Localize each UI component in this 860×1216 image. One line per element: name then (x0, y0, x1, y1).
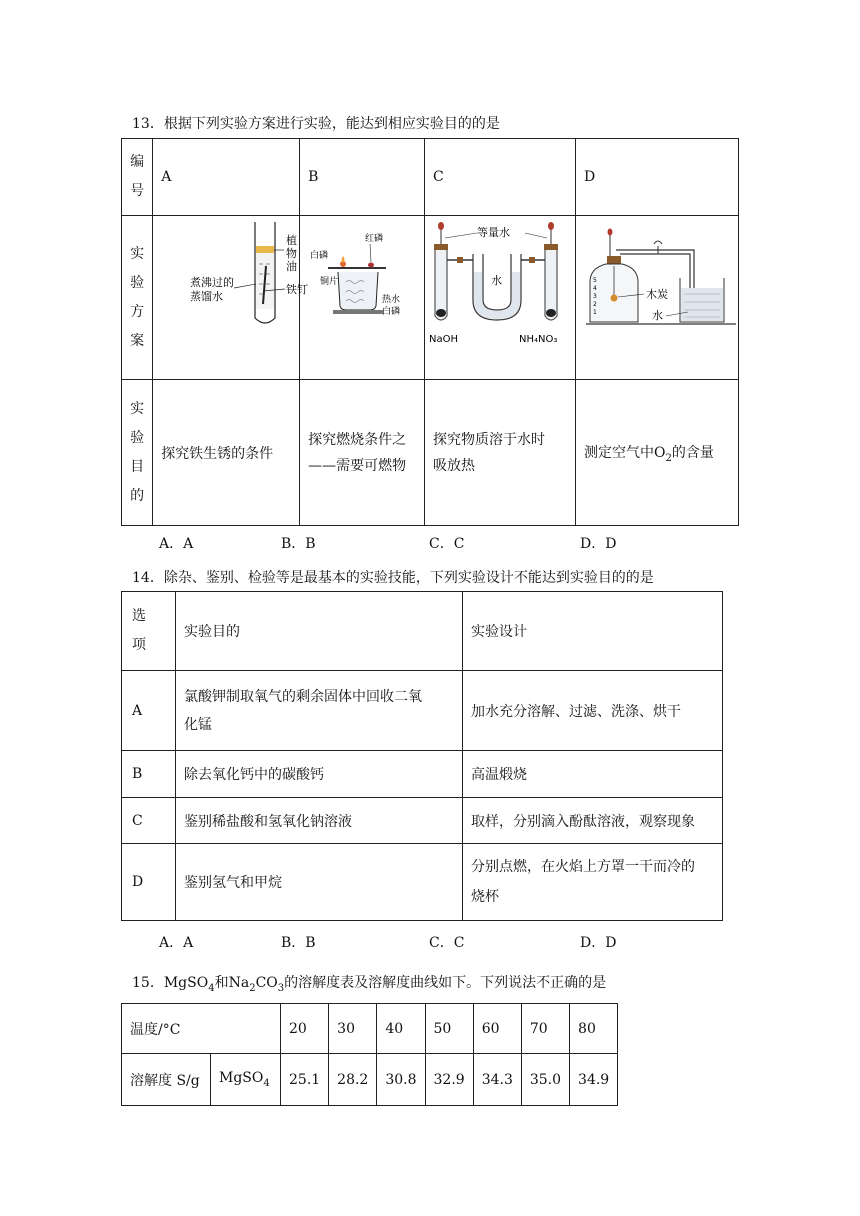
table-row: C 鉴别稀盐酸和氢氧化钠溶液 取样，分别滴入酚酞溶液，观察现象 (122, 798, 723, 844)
choice-d[interactable]: D．D (580, 935, 617, 951)
plan-label: 实 验 方 案 (122, 216, 153, 380)
goal-a: 探究铁生锈的条件 (153, 380, 300, 526)
choice-a[interactable]: A．A (159, 935, 194, 951)
choice-c[interactable]: C．C (429, 935, 465, 951)
svg-text:NaOH: NaOH (428, 334, 458, 345)
svg-text:热水: 热水 (382, 295, 401, 305)
svg-text:煮沸过的: 煮沸过的 (190, 276, 235, 289)
svg-text:白磷: 白磷 (310, 251, 329, 261)
figure-a-cell (153, 216, 309, 380)
choice-b[interactable]: B．B (281, 935, 316, 951)
question-14-title: 14．除杂、鉴别、检验等是最基本的实验技能，下列实验设计不能达到实验目的的是 (132, 570, 654, 586)
rust-experiment-figure (153, 216, 309, 375)
table-row: A 氯酸钾制取氧气的剩余固体中回收二氧 化锰 加水充分溶解、过滤、洗涤、烘干 (122, 671, 723, 751)
svg-text:4: 4 (592, 285, 597, 292)
svg-text:物: 物 (286, 247, 298, 260)
air-oxygen-experiment-figure (576, 216, 738, 375)
option-c-header: C (424, 139, 575, 216)
figure-c-cell (424, 216, 575, 380)
svg-text:油: 油 (286, 260, 298, 273)
goal-header: 实验目的 (176, 592, 463, 671)
table-row: B 除去氧化钙中的碳酸钙 高温煅烧 (122, 751, 723, 798)
option-b-header: B (300, 139, 425, 216)
figure-d-cell (575, 216, 738, 380)
goal-d: 测定空气中$O_2$的含量 (575, 380, 738, 526)
substance-name: MgSO$_4$ (211, 1054, 281, 1106)
choice-d[interactable]: D．D (580, 536, 617, 552)
svg-text:白磷: 白磷 (382, 307, 401, 317)
svg-text:植: 植 (286, 234, 298, 247)
figure-b-cell (300, 216, 425, 380)
svg-text:铜片: 铜片 (320, 277, 339, 287)
svg-text:铁钉: 铁钉 (286, 283, 309, 296)
svg-text:水: 水 (651, 309, 663, 322)
goal-b: 探究燃烧条件之 ——需要可燃物 (300, 380, 425, 526)
svg-text:5: 5 (592, 277, 597, 284)
goal-c: 探究物质溶于水时 吸放热 (424, 380, 575, 526)
svg-text:2: 2 (592, 301, 597, 308)
svg-text:1: 1 (592, 309, 597, 316)
svg-text:水: 水 (490, 274, 502, 287)
q14-table (121, 591, 723, 921)
q15-solubility-table: 温度/°C 20 30 40 50 60 70 80 溶解度 S/g MgSO$_4$ 25.1 28.2 30.8 32.9 34.3 35.0 34.9 (121, 1003, 618, 1106)
question-13-title: 13．根据下列实验方案进行实验，能达到相应实验目的的是 (132, 116, 500, 132)
choice-c[interactable]: C．C (429, 536, 465, 552)
svg-text:NH₄NO₃: NH₄NO₃ (518, 334, 558, 345)
svg-text:木炭: 木炭 (645, 288, 668, 301)
option-header: 选 项 (122, 592, 176, 671)
table-row: D 鉴别氢气和甲烷 分别点燃，在火焰上方罩一干而冷的 烧杯 (122, 844, 723, 921)
temp-label: 温度/°C (122, 1004, 281, 1054)
design-header: 实验设计 (463, 592, 723, 671)
combustion-experiment-figure (300, 216, 422, 375)
svg-text:3: 3 (592, 293, 597, 300)
svg-text:红磷: 红磷 (365, 234, 384, 244)
header-label: 编 号 (122, 139, 153, 216)
solubility-label: 溶解度 S/g (122, 1054, 211, 1106)
option-a-header: A (153, 139, 300, 216)
svg-text:蒸馏水: 蒸馏水 (190, 290, 224, 303)
option-d-header: D (575, 139, 738, 216)
choice-a[interactable]: A．A (159, 536, 194, 552)
goal-label: 实 验 目 的 (122, 380, 153, 526)
dissolution-experiment-figure (425, 216, 575, 375)
choice-b[interactable]: B．B (281, 536, 316, 552)
question-15-title: 15．MgSO$_4$和$Na_2CO_3$的溶解度表及溶解度曲线如下。下列说法不正确的是 (132, 975, 607, 994)
svg-text:等量水: 等量水 (476, 226, 510, 239)
q13-table (121, 138, 739, 526)
